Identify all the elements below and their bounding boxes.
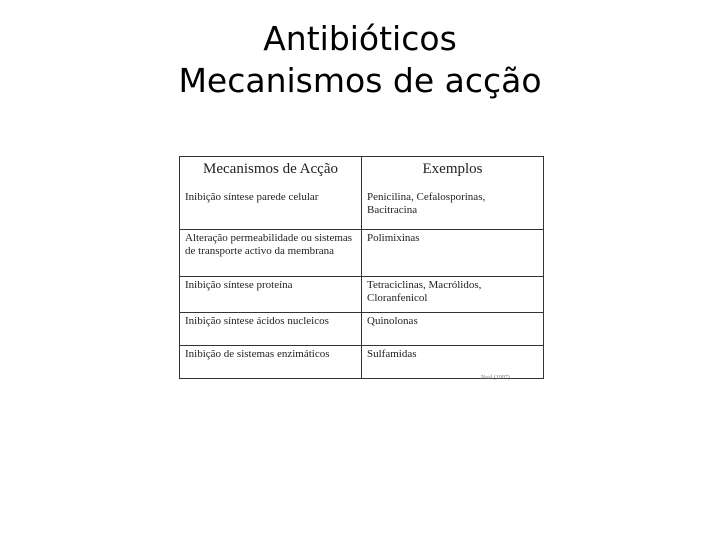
header-examples: Exemplos [362,157,544,190]
examples-cell: Polimixinas [362,230,544,277]
mechanism-cell: Inibição síntese parede celular [180,189,362,230]
title-line-2: Mecanismos de acção [178,61,542,100]
slide-title [0,18,720,102]
mechanisms-table [179,156,544,379]
examples-cell: Penicilina, Cefalosporinas, Bacitracina [362,189,544,230]
header-mechanisms: Mecanismos de Acção [180,157,362,190]
table-row [180,189,544,230]
table-row [180,313,544,346]
mechanism-cell: Alteração permeabilidade ou sistemas de transporte activo da membrana [180,230,362,277]
mechanism-cell: Inibição síntese ácidos nucleicos [180,313,362,346]
table-row [180,230,544,277]
mechanisms-table-image [179,156,543,381]
mechanism-cell: Inibição de sistemas enzimáticos [180,346,362,379]
table-row [180,346,544,379]
examples-cell: Quinolonas [362,313,544,346]
examples-cell: Sulfamidas [362,346,544,379]
source-note: Neal (1997) [481,375,510,381]
table-header-row [180,157,544,190]
table-row [180,277,544,313]
mechanism-cell: Inibição síntese proteína [180,277,362,313]
examples-cell: Tetraciclinas, Macrólidos, Cloranfenicol [362,277,544,313]
title-line-1: Antibióticos [263,19,457,58]
